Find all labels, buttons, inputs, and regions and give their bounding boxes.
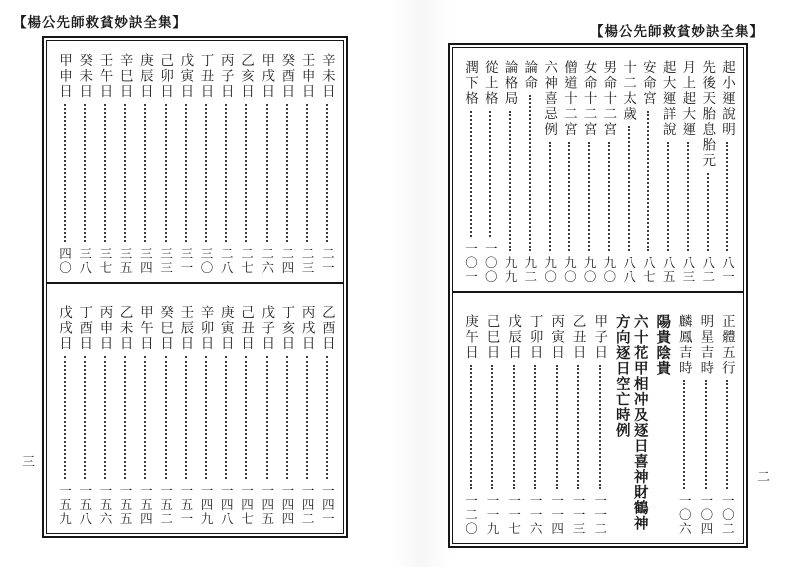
- entry-title: [117, 305, 134, 352]
- dotted-leader-icon: [185, 104, 187, 243]
- entry-title-line1: 十二太歲: [621, 60, 637, 122]
- entry-title: [137, 305, 154, 352]
- entry-title: [462, 60, 479, 107]
- toc-entry: [258, 305, 275, 526]
- entry-title: [238, 53, 255, 100]
- entry-page-number: 八三: [680, 256, 695, 284]
- dotted-leader-icon: [707, 173, 709, 252]
- entry-title: [198, 305, 215, 352]
- entry-title-line1: 乙未日: [117, 305, 133, 352]
- entry-title-line1: 庚午日: [463, 314, 478, 361]
- entry-page-number: 三〇: [199, 247, 214, 275]
- dotted-leader-icon: [726, 142, 728, 252]
- entry-title-line1: 安命宮: [640, 60, 656, 107]
- entry-title-line1: 陽貴陰貴: [654, 314, 671, 376]
- toc-entry: [96, 53, 113, 275]
- entry-title: [76, 305, 93, 352]
- dotted-leader-icon: [286, 104, 288, 243]
- entry-page-number: 八七: [641, 256, 656, 284]
- dotted-leader-icon: [64, 104, 66, 243]
- toc-entry: [258, 53, 275, 275]
- entry-title-line1: 起大運詳說: [660, 60, 676, 138]
- toc-entry: [570, 314, 587, 536]
- entry-page-number: 一一七: [506, 494, 521, 536]
- dotted-leader-icon: [84, 104, 86, 243]
- entry-title: [157, 53, 174, 100]
- entry-title: [137, 53, 154, 100]
- toc-section-left-top: [47, 41, 343, 284]
- entry-page-number: 一〇二: [720, 494, 735, 536]
- entry-page-number: 一五二: [158, 484, 173, 526]
- toc-entry: [76, 53, 93, 275]
- entry-title: [548, 314, 565, 361]
- entry-title-line1: 論格局: [502, 60, 518, 107]
- entry-title-line1: 壬辰日: [178, 305, 194, 352]
- entry-title-line1: 丁卯日: [527, 314, 543, 361]
- dotted-leader-icon: [165, 104, 167, 243]
- entry-title: [640, 60, 657, 107]
- toc-box-left: [42, 36, 348, 538]
- entry-page-number: 一一九: [485, 494, 500, 536]
- entry-title-line1: 丙戌日: [299, 305, 315, 352]
- toc-entry: [591, 314, 608, 536]
- entry-title: [96, 53, 113, 100]
- entry-title-line1: 潤下格: [463, 60, 478, 107]
- entry-title: [278, 53, 295, 100]
- entry-title-line1: 女命十二宮: [581, 60, 597, 138]
- entry-page-number: 一五四: [138, 484, 153, 526]
- toc-entry: [484, 314, 501, 536]
- toc-entry: [117, 305, 134, 526]
- entry-title-line1: 庚寅日: [218, 305, 234, 352]
- dotted-leader-icon: [266, 104, 268, 243]
- folio-number-right: 二: [757, 469, 771, 484]
- toc-entry: [96, 305, 113, 526]
- entry-title-line1: 丁酉日: [77, 305, 93, 352]
- entry-title: [258, 305, 275, 352]
- toc-entry: [299, 305, 316, 526]
- entry-title: [299, 305, 316, 352]
- entry-title-line1: 乙亥日: [238, 53, 254, 100]
- entry-title: [561, 60, 578, 138]
- toc-entry: [719, 314, 736, 536]
- entry-title: [521, 60, 538, 91]
- entry-page-number: 九九: [503, 256, 518, 284]
- dotted-leader-icon: [165, 356, 167, 480]
- entry-title: [319, 53, 336, 100]
- toc-entry: [541, 60, 558, 284]
- toc-box-left-inner: [46, 40, 344, 534]
- entry-title: [620, 60, 637, 122]
- entry-title-line1: 辛卯日: [198, 305, 214, 352]
- toc-entry: [117, 53, 134, 275]
- entry-page-number: 一〇六: [677, 494, 692, 536]
- entry-title-line1: 戊寅日: [178, 53, 194, 100]
- toc-entry: [56, 53, 73, 275]
- toc-entry: [561, 60, 578, 284]
- entry-title: [177, 53, 194, 100]
- dotted-leader-icon: [687, 142, 689, 252]
- toc-entry: [319, 305, 336, 526]
- dotted-leader-icon: [205, 356, 207, 480]
- dotted-leader-icon: [683, 380, 685, 489]
- toc-entry: [527, 314, 544, 536]
- entry-title: [502, 60, 519, 107]
- entry-page-number: 一四七: [239, 484, 254, 526]
- entry-title-line1: 論命: [522, 60, 538, 91]
- dotted-leader-icon: [513, 365, 515, 490]
- entry-title-line1: 甲子日: [592, 314, 608, 361]
- toc-section-right-top: [453, 48, 743, 293]
- entry-title-line1: 起小運說明: [719, 60, 735, 138]
- entry-title: [218, 305, 235, 352]
- entry-page-number: 一〇〇: [483, 242, 498, 284]
- entry-title: [56, 53, 73, 100]
- entry-page-number: 二六: [259, 247, 274, 275]
- folio-number-left: 三: [22, 454, 36, 469]
- entry-title: [56, 305, 73, 352]
- dotted-leader-icon: [104, 104, 106, 243]
- toc-entry: [660, 60, 677, 284]
- entry-title-line1: 己卯日: [158, 53, 174, 100]
- entry-title: [76, 53, 93, 100]
- entry-title: [719, 314, 736, 376]
- entry-title-line1: 乙丑日: [570, 314, 586, 361]
- dotted-leader-icon: [144, 104, 146, 243]
- entry-page-number: 一四四: [279, 484, 294, 526]
- entry-title: [258, 53, 275, 100]
- dotted-leader-icon: [185, 356, 187, 480]
- entry-title-line1: 辛未日: [319, 53, 335, 100]
- dotted-leader-icon: [326, 104, 328, 243]
- entry-title: [581, 60, 598, 138]
- entry-title-line1: 麟鳳吉時: [676, 314, 692, 376]
- entry-page-number: 九二: [522, 256, 537, 284]
- toc-section-right-bottom: [453, 293, 743, 543]
- entry-title: [238, 305, 255, 352]
- entry-title-line1: 月上起大運: [680, 60, 696, 138]
- entry-title: [198, 53, 215, 100]
- entry-page-number: 一一三: [571, 494, 586, 536]
- dotted-leader-icon: [124, 356, 126, 480]
- entry-title: [462, 314, 479, 361]
- dotted-leader-icon: [647, 111, 649, 252]
- toc-section-left-bottom: [47, 284, 343, 533]
- entry-title: [660, 60, 677, 138]
- dotted-leader-icon: [470, 365, 472, 490]
- dotted-leader-icon: [556, 365, 558, 490]
- dotted-leader-icon: [599, 365, 601, 490]
- entry-title-line1: 壬申日: [299, 53, 315, 100]
- dotted-leader-icon: [470, 111, 472, 238]
- entry-title-line1: 男命十二宮: [601, 60, 617, 138]
- toc-entry: [238, 305, 255, 526]
- toc-entry: [521, 60, 538, 284]
- entry-title-line1: 甲申日: [57, 53, 72, 100]
- entry-title-line1: 丁亥日: [279, 305, 295, 352]
- dotted-leader-icon: [306, 104, 308, 243]
- toc-entry: [462, 314, 479, 536]
- dotted-leader-icon: [306, 356, 308, 480]
- entry-page-number: 八八: [621, 256, 636, 284]
- toc-entry: [719, 60, 736, 284]
- toc-entry: [177, 305, 194, 526]
- entry-title: [218, 53, 235, 100]
- dotted-leader-icon: [726, 380, 728, 489]
- toc-entry: [640, 60, 657, 284]
- toc-entry: [613, 314, 649, 536]
- entry-title-line2: 方向逐日空亡時例: [613, 314, 630, 438]
- entry-page-number: 三一: [178, 247, 193, 275]
- entry-title: [177, 305, 194, 352]
- entry-page-number: 一五九: [57, 484, 72, 526]
- entry-page-number: 一四二: [300, 484, 315, 526]
- entry-title: [484, 314, 501, 361]
- entry-title-line1: 庚辰日: [137, 53, 153, 100]
- toc-entry: [482, 60, 499, 284]
- entry-page-number: 九〇: [542, 256, 557, 284]
- toc-entry: [699, 60, 716, 284]
- entry-title-line1: 六神喜忌例: [542, 60, 558, 138]
- entry-page-number: 九〇: [601, 256, 616, 284]
- dotted-leader-icon: [628, 126, 630, 251]
- dotted-leader-icon: [205, 104, 207, 243]
- dotted-leader-icon: [245, 356, 247, 480]
- toc-entry: [653, 314, 671, 536]
- entry-title: [679, 60, 696, 138]
- entry-title-line1: 壬午日: [97, 53, 113, 100]
- entry-title: [570, 314, 587, 361]
- entry-page-number: 九〇: [562, 256, 577, 284]
- toc-entry: [218, 305, 235, 526]
- entry-page-number: 一五六: [97, 484, 112, 526]
- toc-entry: [548, 314, 565, 536]
- dotted-leader-icon: [509, 111, 511, 252]
- toc-entry: [676, 314, 693, 536]
- toc-entry: [198, 305, 215, 526]
- entry-title-line1: 己巳日: [484, 314, 500, 361]
- entry-title-line1: 明星吉時: [698, 314, 714, 376]
- dotted-leader-icon: [667, 142, 669, 252]
- entry-title-line1: 丙寅日: [549, 314, 565, 361]
- entry-page-number: 八二: [700, 256, 715, 284]
- entry-title: [527, 314, 544, 361]
- toc-box-right-inner: [452, 47, 744, 544]
- toc-entry: [157, 305, 174, 526]
- toc-entry: [319, 53, 336, 275]
- entry-title: [319, 305, 336, 352]
- entry-page-number: 一〇一: [463, 242, 478, 284]
- dotted-leader-icon: [124, 104, 126, 243]
- entry-title-line1: 辛巳日: [117, 53, 133, 100]
- entry-title: [157, 305, 174, 352]
- toc-entry: [137, 305, 154, 526]
- dotted-leader-icon: [84, 356, 86, 480]
- entry-page-number: 一四八: [219, 484, 234, 526]
- toc-entry: [56, 305, 73, 526]
- toc-entry: [620, 60, 637, 284]
- dotted-leader-icon: [64, 356, 66, 480]
- book-title-header-left: 【楊公先師救貧妙訣全集】: [13, 15, 187, 30]
- entry-page-number: 八五: [661, 256, 676, 284]
- dotted-leader-icon: [705, 380, 707, 489]
- entry-title: [278, 305, 295, 352]
- entry-page-number: 八一: [720, 256, 735, 284]
- entry-page-number: 一四一: [320, 484, 335, 526]
- entry-page-number: 一一四: [549, 494, 564, 536]
- toc-entry: [462, 60, 479, 284]
- entry-title: [299, 53, 316, 100]
- entry-title-line1: 己丑日: [238, 305, 254, 352]
- entry-page-number: 三七: [97, 247, 112, 275]
- entry-title-line1: 癸巳日: [158, 305, 174, 352]
- entry-page-number: 二一: [320, 247, 335, 275]
- entry-page-number: 九〇: [582, 256, 597, 284]
- dotted-leader-icon: [144, 356, 146, 480]
- toc-entry: [278, 53, 295, 275]
- entry-page-number: 三五: [118, 247, 133, 275]
- dotted-leader-icon: [245, 104, 247, 243]
- book-title-header-right: 【楊公先師救貧妙訣全集】: [590, 24, 764, 39]
- entry-page-number: 三八: [77, 247, 92, 275]
- entry-title-line1: 癸酉日: [279, 53, 295, 100]
- entry-title: [96, 305, 113, 352]
- entry-title-line1: 戊戌日: [57, 305, 72, 352]
- entry-title-line1: 先後天胎息胎元: [700, 60, 716, 169]
- entry-page-number: 一五八: [77, 484, 92, 526]
- toc-entry: [157, 53, 174, 275]
- entry-title-line1: 乙酉日: [319, 305, 335, 352]
- dotted-leader-icon: [266, 356, 268, 480]
- entry-page-number: 三四: [138, 247, 153, 275]
- entry-title: [482, 60, 499, 107]
- entry-title: [699, 60, 716, 169]
- entry-title-line1: 甲戌日: [259, 53, 275, 100]
- entry-title-line1: 丙子日: [218, 53, 234, 100]
- entry-title: [653, 314, 671, 376]
- entry-page-number: 一四五: [259, 484, 274, 526]
- entry-title: [600, 60, 617, 138]
- toc-entry: [502, 60, 519, 284]
- dotted-leader-icon: [489, 111, 491, 238]
- entry-title: [591, 314, 608, 361]
- dotted-leader-icon: [549, 142, 551, 252]
- dotted-leader-icon: [529, 95, 531, 251]
- entry-page-number: 一四九: [199, 484, 214, 526]
- entry-page-number: 一〇四: [698, 494, 713, 536]
- page-gutter-shadow: [392, 0, 452, 567]
- dotted-leader-icon: [286, 356, 288, 480]
- entry-page-number: 二八: [219, 247, 234, 275]
- entry-title-line1: 正體五行: [719, 314, 735, 376]
- dotted-leader-icon: [588, 142, 590, 252]
- entry-title-line1: 從上格: [482, 60, 498, 107]
- entry-title-line1: 丁丑日: [198, 53, 214, 100]
- entry-title-line1: 戊子日: [259, 305, 275, 352]
- toc-entry: [137, 53, 154, 275]
- entry-page-number: 一五五: [118, 484, 133, 526]
- toc-entry: [198, 53, 215, 275]
- entry-title: [719, 60, 736, 138]
- toc-entry: [697, 314, 714, 536]
- entry-page-number: 四〇: [57, 247, 72, 275]
- entry-page-number: 二三: [300, 247, 315, 275]
- dotted-leader-icon: [326, 356, 328, 480]
- toc-entry: [299, 53, 316, 275]
- toc-entry: [278, 305, 295, 526]
- entry-title: [613, 314, 649, 531]
- entry-page-number: 一一二: [592, 494, 607, 536]
- entry-title: [505, 314, 522, 361]
- toc-entry: [600, 60, 617, 284]
- dotted-leader-icon: [225, 356, 227, 480]
- entry-title-line1: 戊辰日: [506, 314, 522, 361]
- toc-box-right: [448, 43, 748, 548]
- dotted-leader-icon: [491, 365, 493, 490]
- toc-entry: [679, 60, 696, 284]
- entry-title-line1: 丙申日: [97, 305, 113, 352]
- dotted-leader-icon: [568, 142, 570, 252]
- toc-entry: [505, 314, 522, 536]
- dotted-leader-icon: [577, 365, 579, 490]
- entry-title-line1: 甲午日: [137, 305, 153, 352]
- entry-title: [676, 314, 693, 376]
- entry-page-number: 二七: [239, 247, 254, 275]
- toc-entry: [238, 53, 255, 275]
- entry-title-line1: 癸未日: [77, 53, 93, 100]
- toc-entry: [581, 60, 598, 284]
- toc-entry: [218, 53, 235, 275]
- dotted-leader-icon: [225, 104, 227, 243]
- entry-page-number: 一五一: [178, 484, 193, 526]
- entry-title: [541, 60, 558, 138]
- entry-page-number: 一一六: [528, 494, 543, 536]
- entry-title-line1: 僧道十二宮: [561, 60, 577, 138]
- dotted-leader-icon: [534, 365, 536, 490]
- toc-entry: [177, 53, 194, 275]
- entry-page-number: 三三: [158, 247, 173, 275]
- dotted-leader-icon: [104, 356, 106, 480]
- entry-page-number: 一二〇: [463, 494, 478, 536]
- entry-title: [117, 53, 134, 100]
- entry-title: [697, 314, 714, 376]
- entry-page-number: 二四: [279, 247, 294, 275]
- entry-title-line1: 六十花甲相冲及逐日喜神財鶴神: [631, 314, 648, 531]
- dotted-leader-icon: [608, 142, 610, 252]
- toc-entry: [76, 305, 93, 526]
